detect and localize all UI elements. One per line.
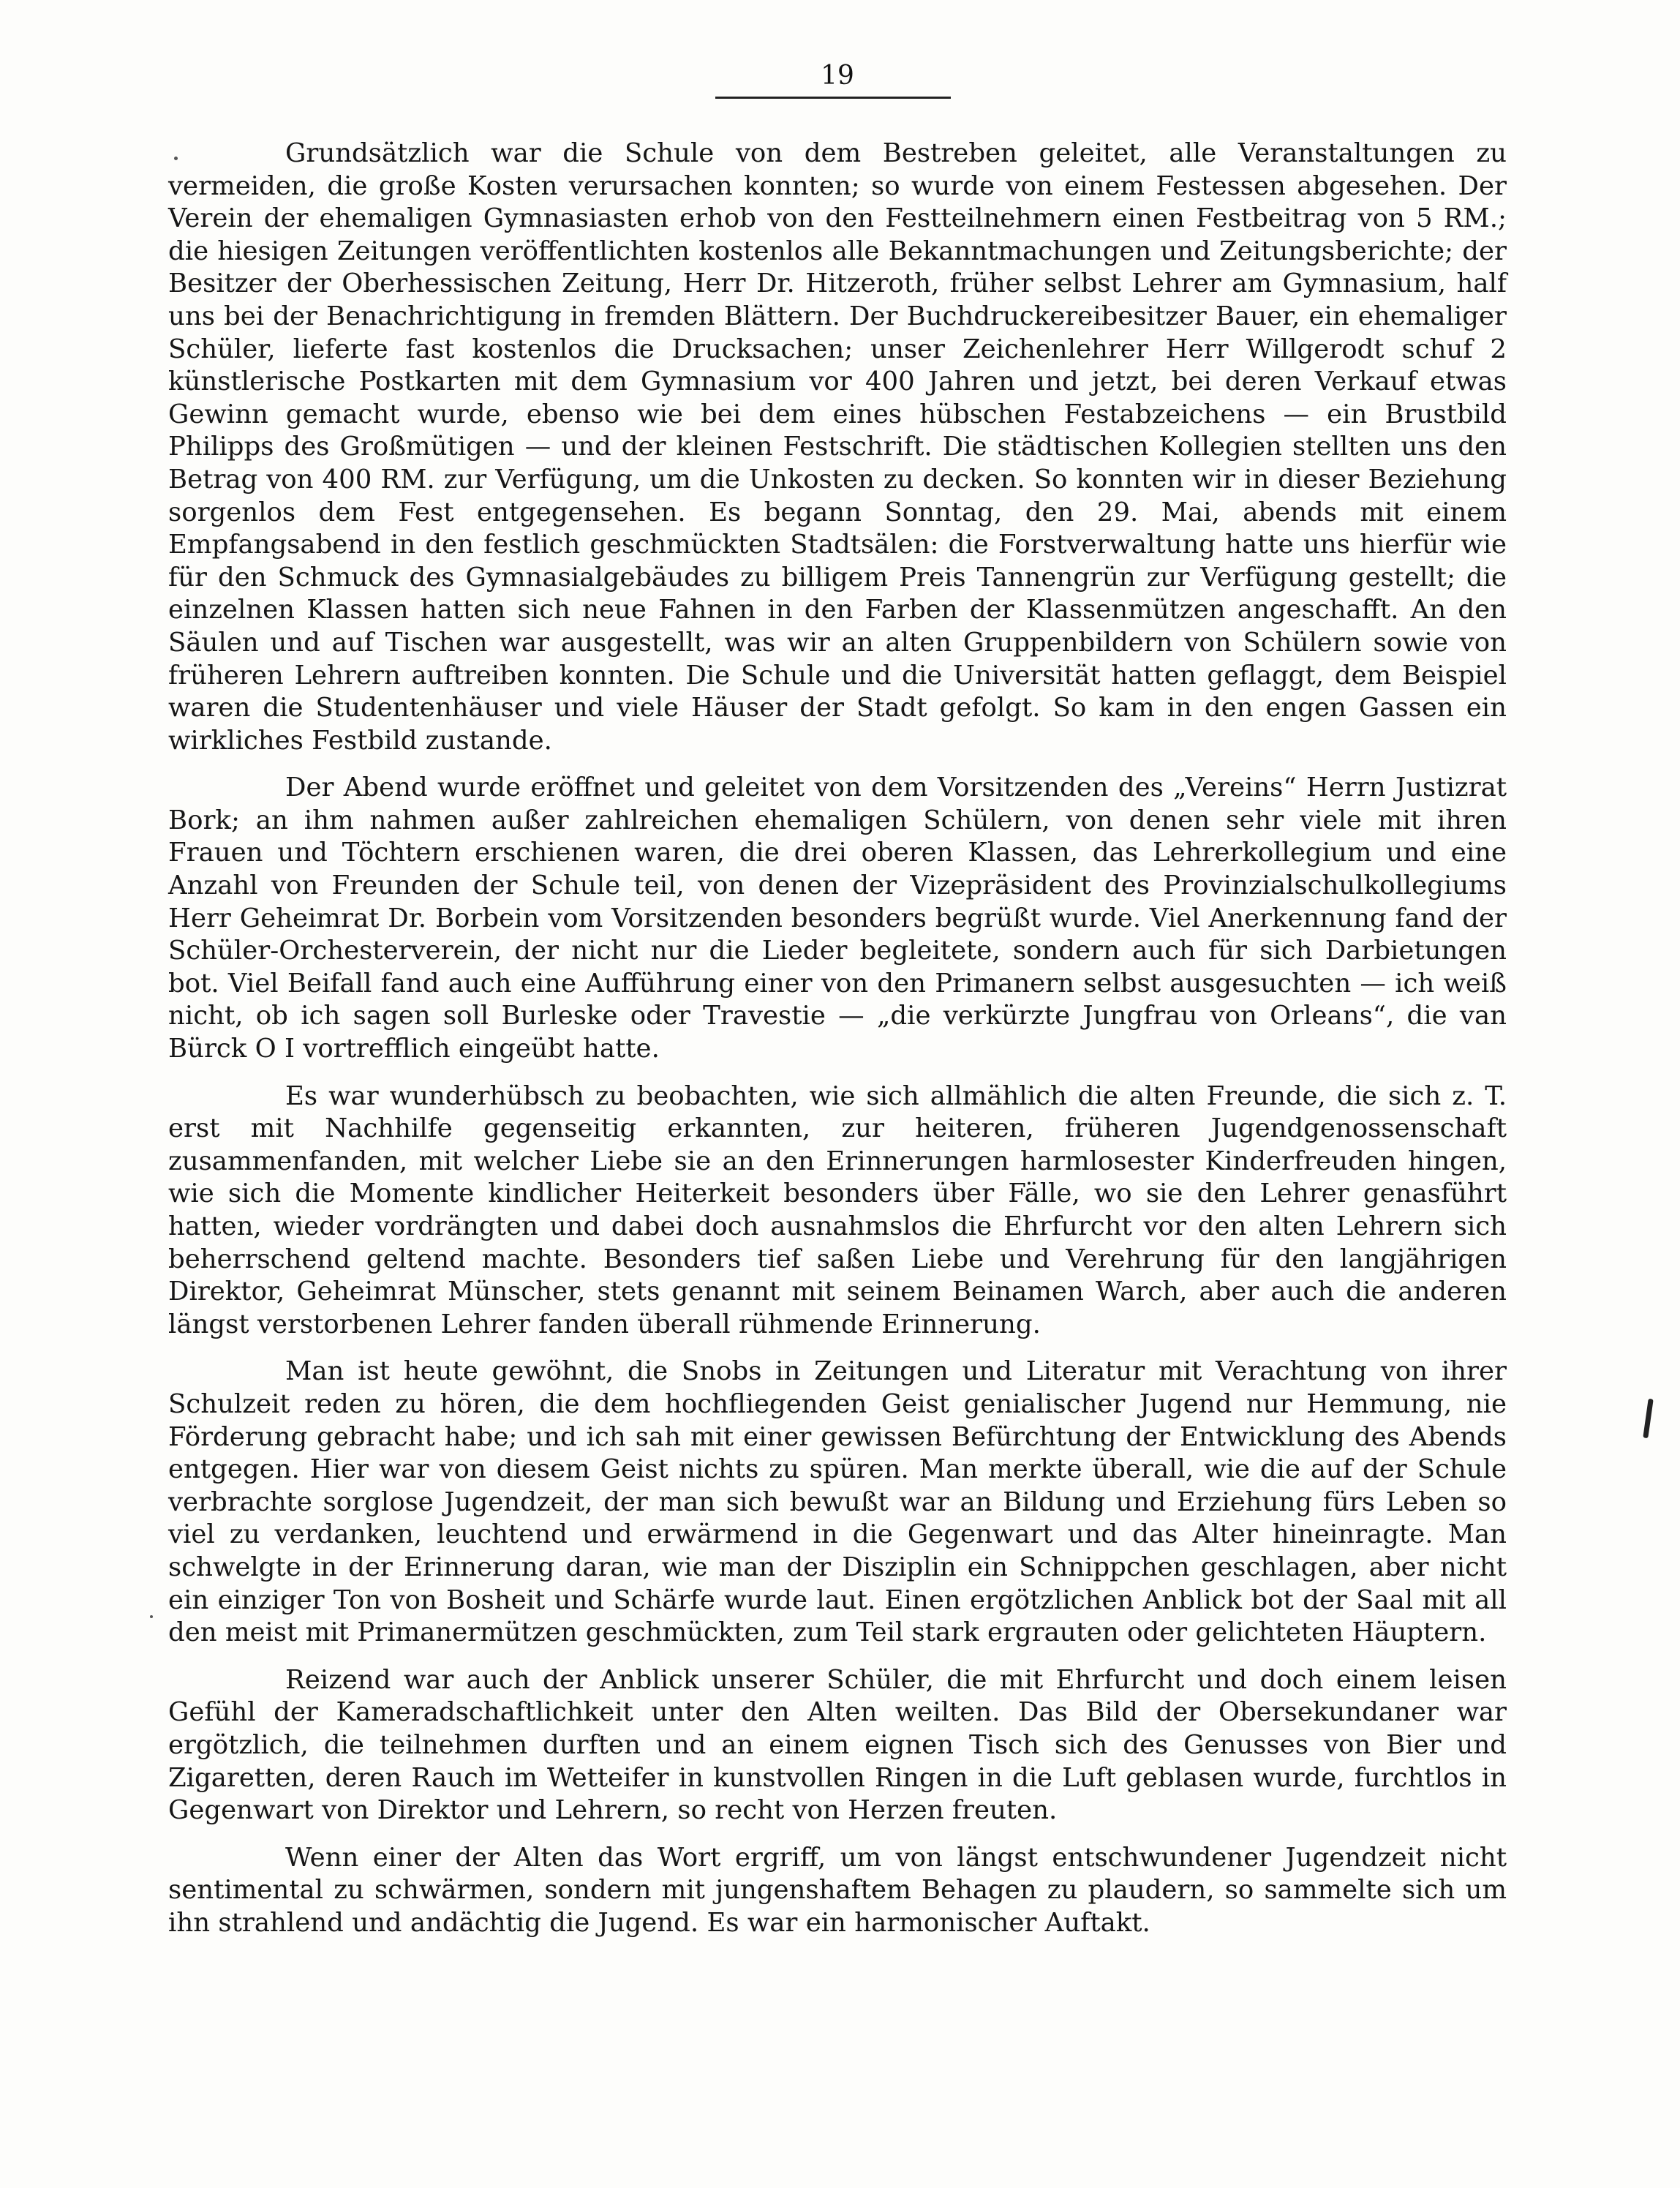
paragraph-festival-preparation: Grundsätzlich war die Schule von dem Bestreben geleitet, alle Veranstaltungen zu vermeiden, die große Kosten verursachen konnten; so wurde von einem Festessen abgesehen. Der Verein der ehemaligen Gymnasiasten erhob von den Festteilnehmern einen Festbeitrag von 5 RM.; die hiesigen Zeitungen veröffentlichten kostenlos alle Bekanntmachungen und Zeitungsberichte; der Besitzer der Oberhessischen Zeitung, Herr Dr. Hitzeroth, früher selbst Lehrer am Gymnasium, half uns bei der Benachrichtigung in fremden Blättern. Der Buchdruckereibesitzer Bauer, ein ehemaliger Schüler, lieferte fast kostenlos die Drucksachen; unser Zeichenlehrer Herr Willgerodt schuf 2 künstlerische Postkarten mit dem Gymnasium vor 400 Jahren und jetzt, bei deren Verkauf etwas Gewinn gemacht wurde, ebenso wie bei dem eines hübschen Festabzeichens — ein Brustbild Philipps des Großmütigen — und der kleinen Festschrift. Die städtischen Kollegien stellten uns den Betrag von 400 RM. zur Verfügung, um die Unkosten zu decken. So konnten wir in dieser Beziehung sorgenlos dem Fest entgegensehen. Es begann Sonntag, den 29. Mai, abends mit einem Empfangsabend in den festlich geschmückten Stadtsälen: die Forstverwaltung hatte uns hierfür wie für den Schmuck des Gymnasialgebäudes zu billigem Preis Tannengrün zur Verfügung gestellt; die einzelnen Klassen hatten sich neue Fahnen in den Farben der Klassenmützen angeschafft. An den Säulen und auf Tischen war ausgestellt, was wir an alten Gruppenbildern von Schülern sowie von früheren Lehrern auftreiben konnten. Die Schule und die Universität hatten geflaggt, dem Beispiel waren die Studentenhäuser und viele Häuser der Stadt gefolgt. So kam in den engen Gassen ein wirkliches Festbild zustande. [168, 138, 1507, 756]
scan-speck [150, 1615, 153, 1618]
paragraph-old-friends: Es war wunderhübsch zu beobachten, wie sich allmählich die alten Freunde, die sich z. T. erst mit Nachhilfe gegenseitig erkannten, zur heiteren, früheren Jugendgenossenschaft zusammenfanden, mit welcher Liebe sie an den Erinnerungen harmlosester Kinderfreuden hingen, wie sich die Momente kindlicher Heiterkeit besonders über Fälle, wo sie den Lehrer genasführt hatten, wieder vordrängten und dabei doch ausnahmslos die Ehrfurcht vor den alten Lehrern sich beherrschend geltend machte. Besonders tief saßen Liebe und Verehrung für den langjährigen Direktor, Geheimrat Münscher, stets genannt mit seinem Beinamen Warch, aber auch die anderen längst verstorbenen Lehrer fanden überall rühmende Erinnerung. [168, 1080, 1507, 1339]
header-rule [715, 97, 951, 99]
body-text [168, 138, 1507, 1939]
paragraph-students: Reizend war auch der Anblick unserer Schüler, die mit Ehrfurcht und doch einem leisen Gefühl der Kameradschaftlichkeit unter den Alten weilten. Das Bild der Obersekundaner war ergötzlich, die teilnehmen durften und an einem eignen Tisch sich des Genusses von Bier und Zigaretten, deren Rauch im Wetteifer in kunstvollen Ringen in die Luft geblasen wurde, furchtlos in Gegenwart von Direktor und Lehrern, so recht von Herzen freuten. [168, 1664, 1507, 1826]
page-number: 19 [821, 61, 854, 91]
margin-scan-mark [1643, 1399, 1653, 1438]
paragraph-harmonious-start: Wenn einer der Alten das Wort ergriff, um von längst entschwundener Jugendzeit nicht sentimental zu schwärmen, sondern mit jungenshaftem Behagen zu plaudern, so sammelte sich um ihn strahlend und andächtig die Jugend. Es war ein harmonischer Auftakt. [168, 1842, 1507, 1938]
scan-speck [174, 157, 178, 160]
paragraph-school-spirit: Man ist heute gewöhnt, die Snobs in Zeitungen und Literatur mit Verachtung von ihrer Schulzeit reden zu hören, die dem hochfliegenden Geist genialischer Jugend nur Hemmung, nie Förderung gebracht habe; und ich sah mit einer gewissen Befürchtung der Entwicklung des Abends entgegen. Hier war von diesem Geist nichts zu spüren. Man merkte überall, wie die auf der Schule verbrachte sorglose Jugendzeit, der man sich bewußt war an Bildung und Erziehung fürs Leben so viel zu verdanken, leuchtend und erwärmend in die Gegenwart und das Alter hineinragte. Man schwelgte in der Erinnerung daran, wie man der Disziplin ein Schnippchen geschlagen, aber nicht ein einziger Ton von Bosheit und Schärfe wurde laut. Einen ergötzlichen Anblick bot der Saal mit all den meist mit Primanermützen geschmückten, zum Teil stark ergrauten oder gelichteten Häuptern. [168, 1356, 1507, 1648]
paragraph-opening-evening: Der Abend wurde eröffnet und geleitet von dem Vorsitzenden des „Vereins“ Herrn Justizrat Bork; an ihm nahmen außer zahlreichen ehemaligen Schülern, von denen sehr viele mit ihren Frauen und Töchtern erschienen waren, die drei oberen Klassen, das Lehrerkollegium und eine Anzahl von Freunden der Schule teil, von denen der Vizepräsident des Provinzialschulkollegiums Herr Geheimrat Dr. Borbein vom Vorsitzenden besonders begrüßt wurde. Viel Anerkennung fand der Schüler-Orchesterverein, der nicht nur die Lieder begleitete, sondern auch für sich Darbietungen bot. Viel Beifall fand auch eine Aufführung einer von den Primanern selbst ausgesuchten — ich weiß nicht, ob ich sagen soll Burleske oder Travestie — „die verkürzte Jungfrau von Orleans“, die van Bürck O I vortrefflich eingeübt hatte. [168, 772, 1507, 1064]
